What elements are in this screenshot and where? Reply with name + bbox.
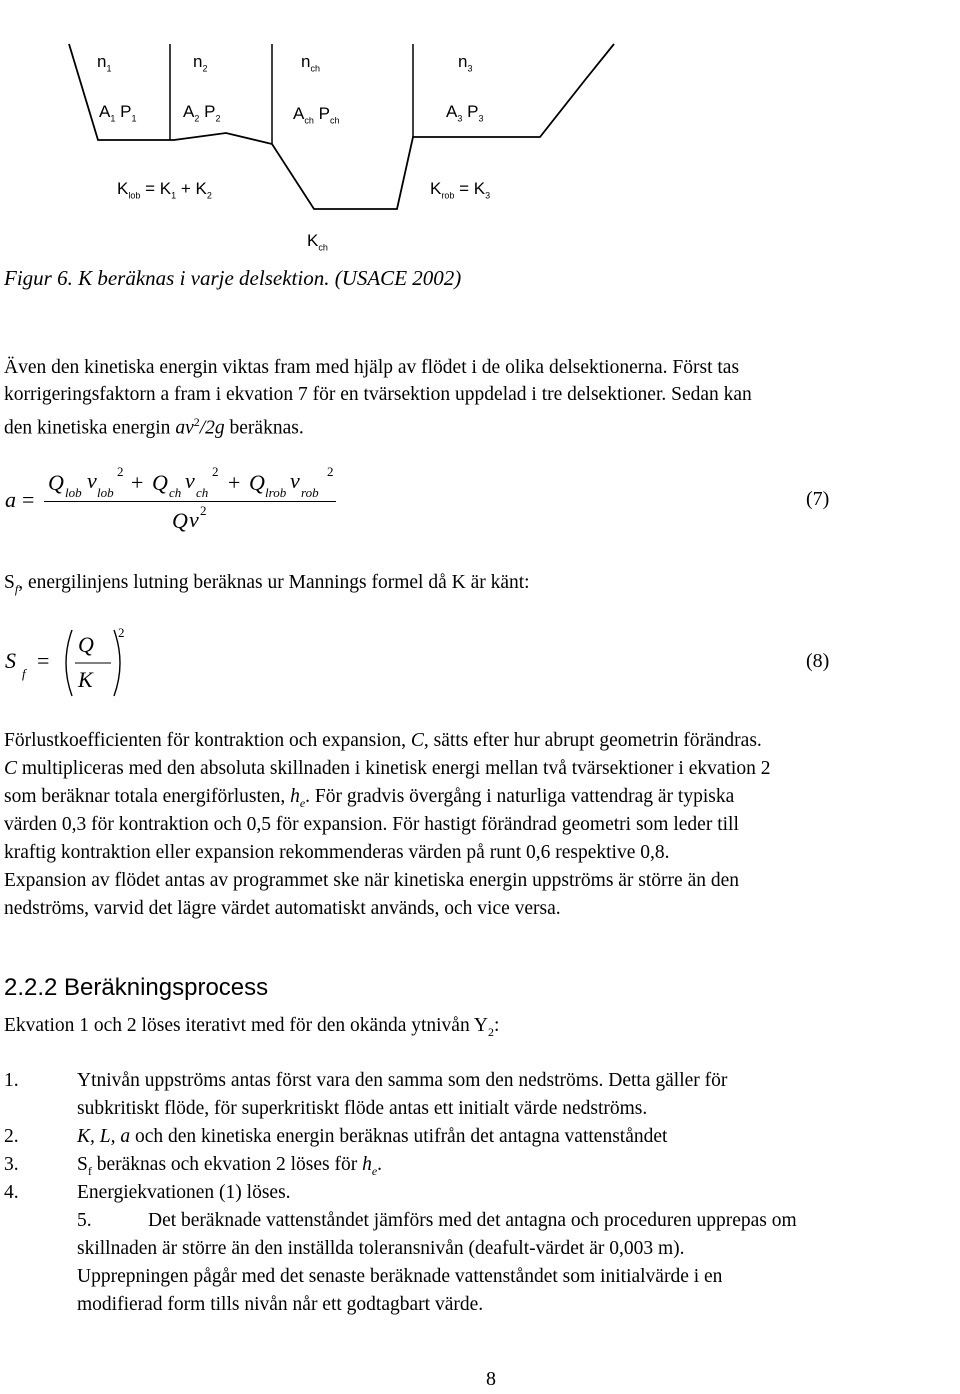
sf-intro-line: $S_f$, energilinjens lutning beräknas ur Mannings formel då K är känt: [4,572,530,596]
section-heading: 2.2.2 Beräkningsprocess [4,974,269,1001]
intro-line-2: korrigeringsfaktorn a fram i ekvation 7 för en tvärsektion uppdelad i tre delsektioner. Sedan kan [4,384,752,405]
list-item-3: $S_f$ beräknas och ekvation 2 löses för $h_e$. [77,1154,383,1178]
eq7-num-sub6: rob [301,485,319,500]
list-number-5: 5. [77,1210,92,1231]
loss-line-1: Förlustkoefficienten för kontraktion och expansion, C, sätts efter hur abrupt geometrin förändras. [4,730,762,751]
eq7-num-sub4: ch [196,485,209,500]
list-item-1-line-2: subkritiskt flöde, för superkritiskt flöde antas ett initialt värde nedströms. [77,1098,648,1119]
diagram-background [0,0,680,265]
list-item-5-line-3: Upprepningen pågår med det senaste beräknade vattenståndet som initialvärde i en [77,1266,723,1287]
area-perimeter-label-ch: $A_{ch}$ $P_{ch}$ [293,104,340,126]
roughness-label-nch: $n_{ch}$ [301,52,320,74]
eq7-num-sub1: lob [65,485,82,500]
eq7-num-plus2: + [228,470,241,495]
list-item-4: Energiekvationen (1) löses. [77,1182,291,1203]
conveyance-label-ch: $K_{ch}$ [307,231,328,253]
loss-line-6: Expansion av flödet antas av programmet ske när kinetiska energin uppströms är större än den [4,870,740,891]
eq7-num-sup3: 2 [327,464,334,479]
cross-section-diagram [0,0,680,265]
eq7-num-sup1: 2 [117,464,124,479]
area-perimeter-label-2: $A_2$ $P_2$ [183,102,221,124]
eq7-number: (7) [806,488,830,510]
eq7-den-sup: 2 [200,503,207,518]
cross-section-svg [0,0,680,265]
eq7-lhs: a [5,487,16,512]
loss-line-2: C multipliceras med den absoluta skillnaden i kinetisk energi mellan två tvärsektioner i ekvation 2 [4,758,771,779]
list-number-2: 2. [4,1126,19,1147]
conveyance-label-lob: $K_{lob} = K_1 + K_2$ [117,179,212,201]
area-perimeter-label-3: $A_3$ $P_3$ [446,102,484,124]
eq7-num-sub2: lob [97,485,114,500]
eq7-num-v3: v [290,468,300,493]
list-item-5-line-4: modifierad form tills nivån når ett godtagbart värde. [77,1294,484,1315]
eq7-num-sup2: 2 [212,464,219,479]
eq7-num-sub3: ch [169,485,182,500]
loss-line-3: som beräknar totala energiförlusten, $h_e$. För gradvis övergång i naturliga vattendrag är typiska [4,786,735,810]
list-number-4: 4. [4,1182,19,1203]
roughness-label-n1: $n_1$ [97,52,112,74]
list-number-3: 3. [4,1154,19,1175]
eq8-denominator: K [78,667,93,692]
list-item-5-line-1: Det beräknade vattenståndet jämförs med det antagna och proceduren upprepas om [148,1210,797,1231]
list-item-2: K, L, a och den kinetiska energin beräknas utifrån det antagna vattenståndet [77,1126,668,1147]
eq7-den-q: Q [172,508,188,533]
roughness-label-n3: $n_3$ [458,52,473,74]
eq7-den-v: v [189,507,199,532]
loss-line-7: nedströms, varvid det lägre värdet automatiskt används, och vice versa. [4,898,561,919]
page-number: 8 [486,1368,496,1390]
loss-line-5: kraftig kontraktion eller expansion rekommenderas värden på runt 0,6 respektive 0,8. [4,842,670,863]
area-perimeter-label-1: $A_1$ $P_1$ [99,102,137,124]
eq7-equals: = [22,487,35,512]
ekvation-line: Ekvation 1 och 2 löses iterativt med för den okända ytnivån $Y_2$: [4,1015,500,1039]
list-number-1: 1. [4,1070,19,1091]
eq8-equals: = [37,648,50,673]
list-item-1-line-1: Ytnivån uppströms antas först vara den samma som den nedströms. Detta gäller för [77,1070,728,1091]
eq8-number: (8) [806,650,830,672]
figure-caption: Figur 6. K beräknas i varje delsektion. (USACE 2002) [4,266,462,290]
conveyance-label-rob: $K_{rob} = K_3$ [430,179,491,201]
list-item-5-line-2: skillnaden är större än den inställda toleransnivån (deafult-värdet är 0,003 m). [77,1238,685,1259]
eq7-num-v2: v [185,468,195,493]
eq8-numerator: Q [78,632,94,657]
eq7-num-q2: Q [152,470,168,495]
eq8-lhs-sub: f [22,666,26,681]
roughness-label-n2: $n_2$ [193,52,208,74]
loss-line-4: värden 0,3 för kontraktion och 0,5 för expansion. För hastigt förändrad geometri som leder till [4,814,739,835]
eq7-num-plus1: + [131,470,144,495]
eq8-sup: 2 [118,625,125,640]
eq8-lhs-s: S [5,648,16,673]
eq7-num-sub5: lrob [265,485,287,500]
intro-line-3: den kinetiska energin $av^2/2g$ beräknas. [4,415,304,439]
eq7-num-q1: Q [48,470,64,495]
eq7-num-v1: v [87,468,97,493]
intro-line-1: Även den kinetiska energin viktas fram med hjälp av flödet i de olika delsektionerna. Först tas [4,357,740,378]
eq7-num-q3: Q [249,470,265,495]
eq7-fraction-bar [44,501,336,502]
